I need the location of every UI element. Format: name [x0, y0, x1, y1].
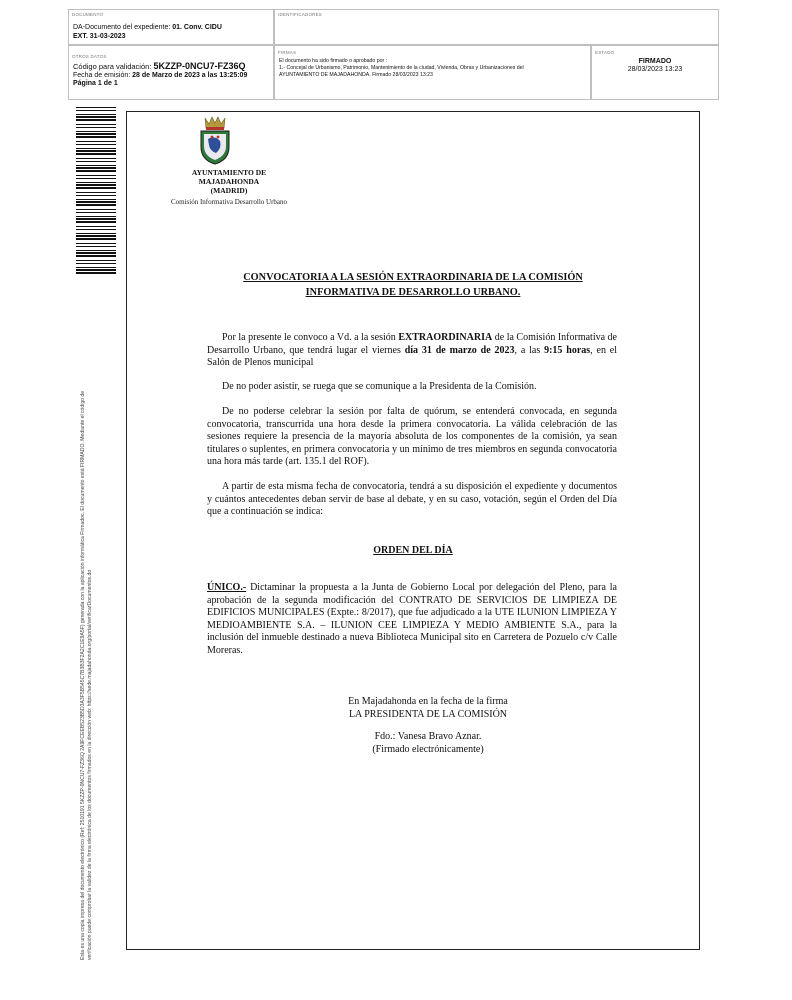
agenda-item-unico: ÚNICO.- Dictaminar la propuesta a la Junta de Gobierno Local por delegación del Pleno, para la aprobación de la segunda modificación del CONTRATO DE SERVICIOS DE LIMPIEZA DE EDIFICIOS MUNICIPALES (Expte.: 8/2017), que fue adjudicado a la UTE ILUNION LIMPIEZA Y MEDIOAMBIENTE S.A. – ILUNION CEE LIMPIEZA Y MEDIO AMBIENTE S.A., para la inclusión del inmueble destinado a nueva Biblioteca Municipal sito en Carretera de Pozuelo c/v Calle Moreras. — [207, 582, 617, 656]
document-frame — [126, 111, 700, 950]
orden-del-dia-title: ORDEN DEL DÍA — [373, 545, 453, 556]
paragraph-quorum: De no poderse celebrar la sesión por falta de quórum, se entenderá convocada, en segunda convocatoria, transcurrida una hora desde la primera convocatoria. La válida celebración de las sesiones requiere la presencia de la mayoría absoluta de los componentes de la comisión, ya sean titulares o suplentes, en primera convocatoria y un mínimo de tres miembros en segunda convocatoria una hora más tarde (art. 135.1 del ROF). — [207, 406, 617, 467]
paragraph-convocatoria: Por la presente le convoco a Vd. a la sesión EXTRAORDINARIA de la Comisión Informativa de Desarrollo Urbano, que tendrá lugar el viernes día 31 de marzo de 2023, a las 9:15 horas, en el Salón de Plenos municipal — [207, 332, 618, 368]
firmas-caption: FIRMAS — [278, 50, 297, 55]
validation-code: Código para validación: 5KZZP-0NCU7-FZ36Q — [73, 61, 246, 71]
signature-name: Fdo.: Vanesa Bravo Aznar. (Firmado electrónicamente) — [372, 731, 484, 755]
identificadores-caption: IDENTIFICADORES — [278, 12, 323, 17]
document-title: CONVOCATORIA A LA SESIÓN EXTRAORDINARIA DE LA COMISIÓN INFORMATIVA DE DESARROLLO URBANO. — [243, 272, 583, 298]
paragraph-asistencia: De no poder asistir, se ruega que se comunique a la Presidenta de la Comisión. — [222, 381, 537, 392]
firmas-text: El documento ha sido firmado o aprobado por : 1.- Concejal de Urbanismo, Patrimonio, Mantenimiento de la ciudad, Vivienda, Obras y Urbanizaciones del AYUNTAMIENTO DE MAJADAHONDA. Firmado 28/03/2023 13:23 — [279, 58, 524, 78]
side-verification-text: Esta es una copia impresa del documento electrónico (Ref: 2510191 5KZZP-0NCU7-FZ36Q 2A9FCEEB523B5D3A3F5B545C7B3B3F2A2C1E9A5F) generada con la aplicación informática Firmadoc. El documento está FIRMADO. Mediante el código de verificación puede comprobar la validez de la firma electrónica de los documentos firmados en la dirección web: https://sede.majadahonda.org/portal/verificarDocumentos.do — [80, 390, 93, 960]
header-estado-box — [591, 45, 719, 100]
otros-datos-caption: OTROS DATOS — [72, 54, 107, 59]
coat-of-arms-icon — [197, 115, 233, 165]
estado-status: FIRMADO 28/03/2023 13:23 — [627, 58, 683, 73]
header-firmas-box — [274, 45, 591, 100]
documento-line2: EXT. 31-03-2023 — [73, 33, 126, 40]
header-otros-datos-box — [68, 45, 274, 100]
signature-place-role: En Majadahonda en la fecha de la firma LA PRESIDENTA DE LA COMISIÓN — [348, 696, 508, 720]
organization-name: AYUNTAMIENTO DE MAJADAHONDA (MADRID) — [191, 168, 267, 195]
header-identificadores-box — [274, 9, 719, 45]
estado-caption: ESTADO — [595, 50, 615, 55]
pagina: Página 1 de 1 — [73, 80, 118, 87]
organization-subtitle: Comisión Informativa Desarrollo Urbano — [170, 198, 288, 206]
barcode-icon — [76, 107, 116, 275]
fecha-emision: Fecha de emisión: 28 de Marzo de 2023 a las 13:25:09 — [73, 72, 248, 79]
documento-caption: DOCUMENTO — [72, 12, 104, 17]
paragraph-expediente: A partir de esta misma fecha de convocatoria, tendrá a su disposición el expediente y documentos y cuántos antecedentes deban servir de base al debate, y en su caso, votación, según el Orden del Día que a continuación se indica: — [207, 481, 617, 517]
documento-line1: DA-Documento del expediente: 01. Conv. CIDU — [73, 24, 222, 31]
header-documento-box — [68, 9, 274, 45]
